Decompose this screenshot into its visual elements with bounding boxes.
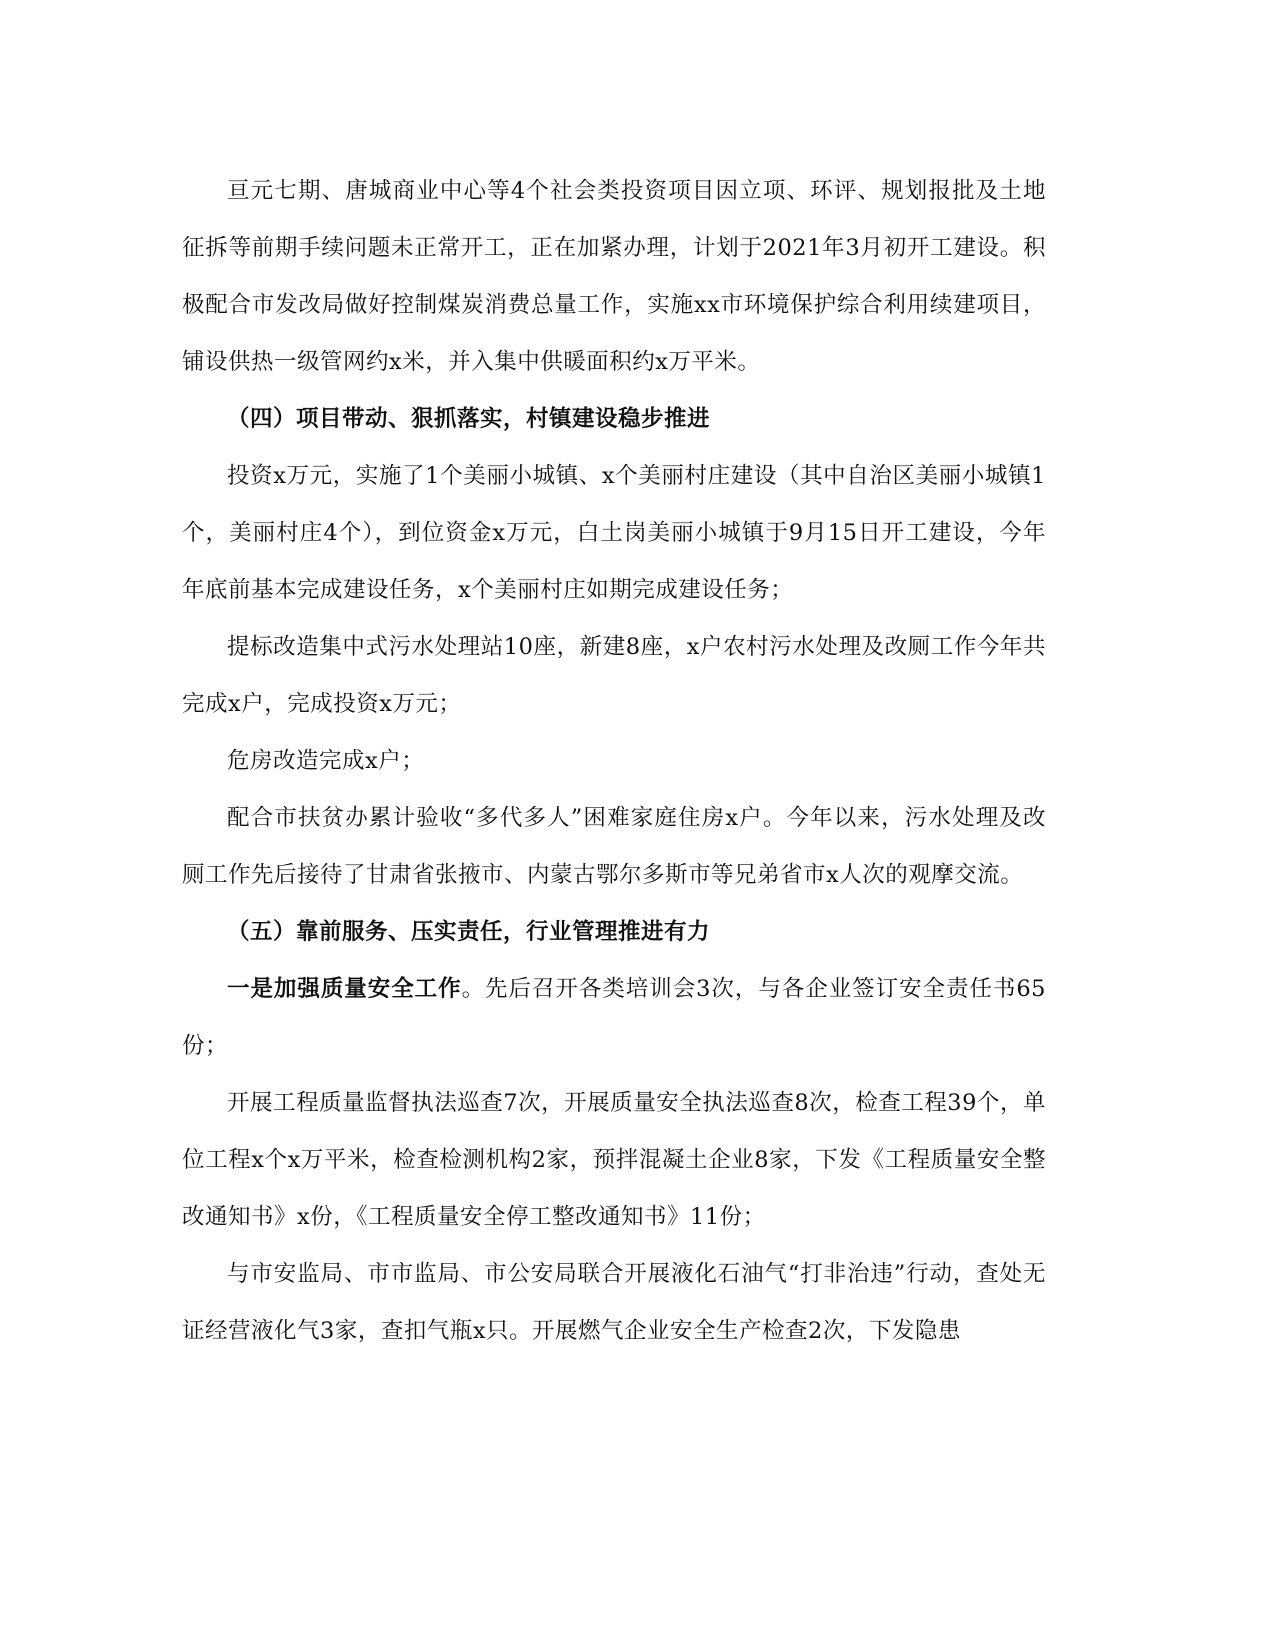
- paragraph-quality-safety: [182, 961, 1046, 1075]
- paragraph-dangerous-housing: 危房改造完成x户；: [227, 748, 425, 774]
- section-heading-four: （四）项目带动、狠抓落实，村镇建设稳步推进: [227, 406, 711, 432]
- paragraph-lead-phrase: 一是加强质量安全工作: [227, 976, 462, 1002]
- document-body: [182, 163, 1046, 1360]
- section-heading-five: （五）靠前服务、压实责任，行业管理推进有力: [227, 919, 711, 945]
- paragraph-lpg-enforcement: 与市安监局、市市监局、市公安局联合开展液化石油气“打非治违”行动，查处无证经营液化气3家，查扣气瓶x只。开展燃气企业安全生产检查2次，下发隐患: [182, 1261, 1046, 1344]
- paragraph-social-investment-projects: 亘元七期、唐城商业中心等4个社会类投资项目因立项、环评、规划报批及土地征拆等前期手续问题未正常开工，正在加紧办理，计划于2021年3月初开工建设。积极配合市发改局做好控制煤炭消费总量工作，实施xx市环境保护综合利用续建项目，铺设供热一级管网约x米，并入集中供暖面积约x万平米。: [182, 178, 1046, 375]
- paragraph-sewage-stations: 提标改造集中式污水处理站10座，新建8座，x户农村污水处理及改厕工作今年共完成x户，完成投资x万元；: [182, 634, 1046, 717]
- paragraph-beautiful-towns: 投资x万元，实施了1个美丽小城镇、x个美丽村庄建设（其中自治区美丽小城镇1个，美丽村庄4个），到位资金x万元，白土岗美丽小城镇于9月15日开工建设，今年年底前基本完成建设任务，x个美丽村庄如期完成建设任务；: [182, 463, 1046, 603]
- paragraph-lead-continuation: 。先后召开各类培训会3次，与各企业签订安全责任书65份；: [182, 976, 1046, 1059]
- paragraph-inspections: 开展工程质量监督执法巡查7次，开展质量安全执法巡查8次，检查工程39个，单位工程x个x万平米，检查检测机构2家，预拌混凝土企业8家，下发《工程质量安全整改通知书》x份，《工程质量安全停工整改通知书》11份；: [182, 1090, 1046, 1230]
- paragraph-poverty-housing: 配合市扶贫办累计验收“多代多人”困难家庭住房x户。今年以来，污水处理及改厕工作先后接待了甘肃省张掖市、内蒙古鄂尔多斯市等兄弟省市x人次的观摩交流。: [182, 805, 1046, 888]
